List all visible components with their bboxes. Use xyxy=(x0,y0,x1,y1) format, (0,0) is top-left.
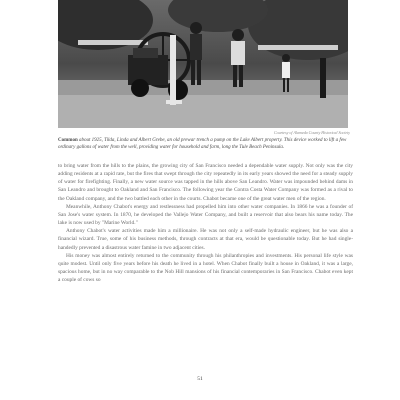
body-text xyxy=(58,162,353,284)
photo-caption xyxy=(58,137,353,151)
paragraph-3: Anthony Chabot's water activities made him a millionaire. He was not only a self-made hydraulic engineer, but he was also a financial wizard. True, some of his business methods, through contracts at that era, would be questionable today. But he had single-handedly prevented a disastrous water famine in two adjacent cities. xyxy=(58,228,353,251)
historical-photo xyxy=(58,0,348,128)
paragraph-4: His money was almost entirely returned to the community through his philanthropies and investments. His personal life style was quite modest. Until only five years before his death he lived in a hotel. When Chabot finally built a house in Oakland, it was a large, spacious home, but in no way comparable to the Nob Hill mansions of his financial contemporaries in San Francisco. Chabot even kept a couple of cows so xyxy=(58,252,353,284)
caption-lead: Common xyxy=(58,138,78,143)
caption-text: about 1925, Tilda, Linda and Albert Grebe, an old prewar trench a pump on the Lake Albert property. This device worked to lift a few ordinary gallons of water from the well, providing water for household and farm, long the Tule Beach Peninsula. xyxy=(58,138,347,150)
page-number: 51 xyxy=(197,376,203,382)
paragraph-1: to bring water from the hills to the plains, the growing city of San Francisco needed a dependable water supply. Not only was the city adding residents at a rapid rate, but the fires that swept through the city repeatedly in its early years showed the need for a steady supply of water for firefighting. Finally, a new water source was tapped in the hills above San Leandro. Water was impounded behind dams in San Leandro and brought to Oakland and San Francisco. The following year the Contra Costa Water Company was formed as a rival to the Oakland company, and the two battled each other in the courts. Chabot became one of the great water men of the region. xyxy=(58,163,353,202)
photo-credit: Courtesy of Alameda County Historical Society xyxy=(273,130,350,135)
paragraph-2: Meanwhile, Anthony Chabot's energy and restlessness had propelled him into other water companies. In 1866 he was a founder of San Jose's water system. In 1870, he developed the Vallejo Water Company, and built a reservoir that also bears his name today. The lake is now used by "Marine World." xyxy=(58,203,353,227)
